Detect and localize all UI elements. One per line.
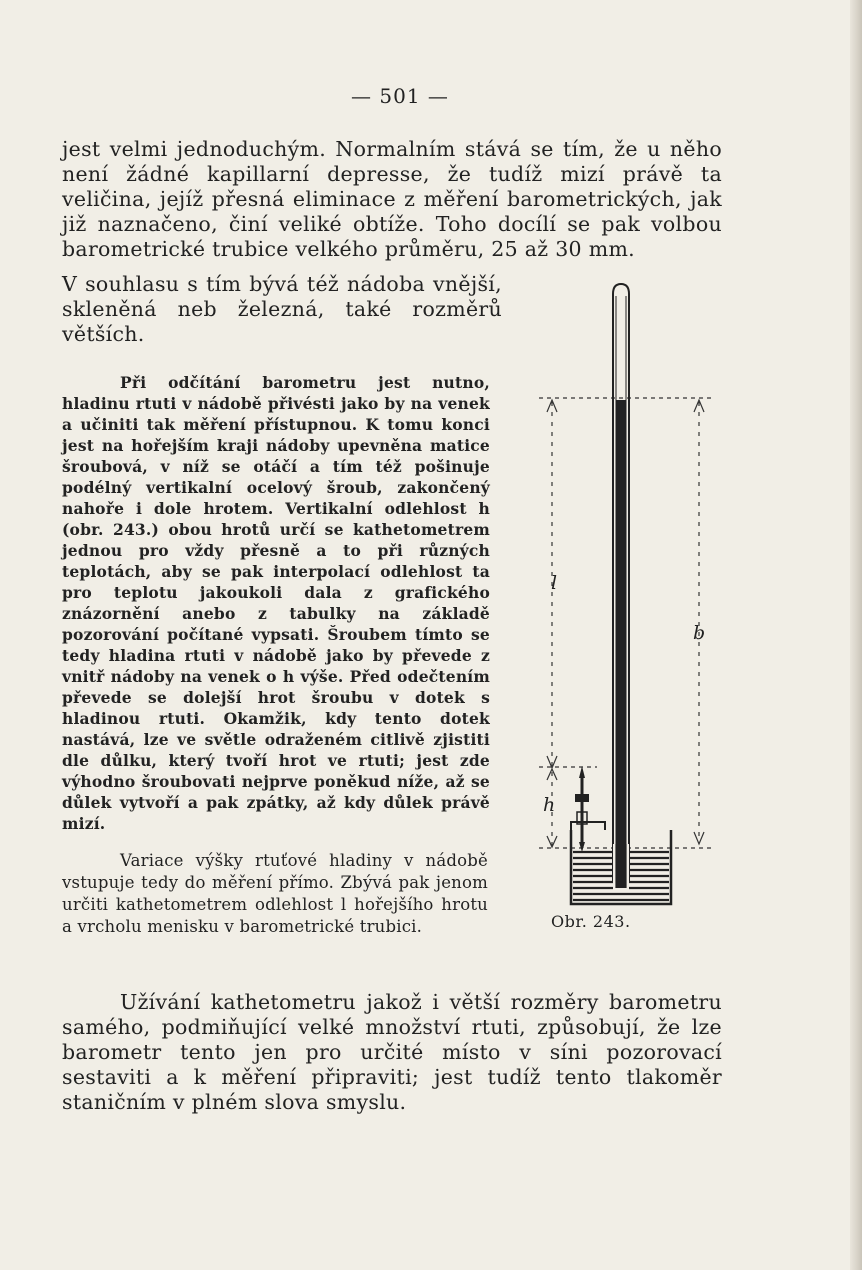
screw-nut — [575, 794, 589, 802]
screw-bracket — [571, 822, 605, 830]
paragraph-1: jest velmi jednoduchým. Normalním stává se tím, že u něho není žádné kapillarní depresse, že tudíž mizí právě ta veličina, jejíž přesná eliminace z měření barometrických, jak již naznačeno, činí veliké obtíže. Toho docílí se pak volbou barometrické trubice velkého průměru, 25 až 30 mm. — [62, 137, 722, 261]
page-number: — 501 — — [351, 84, 449, 108]
barometer-diagram — [525, 282, 725, 912]
barometer-figure — [525, 282, 725, 922]
page-edge — [850, 0, 862, 1270]
paragraph-1-continued: V souhlasu s tím bývá též nádoba vnější, skleněná neb železná, také rozměrů větších. — [62, 272, 502, 346]
label-b: b — [693, 622, 706, 644]
paragraph-2: Při odčítání barometru jest nutno, hladinu rtuti v nádobě přivésti jako by na venek a učiniti tak měření přístupnou. K tomu konci jest na hořejším kraji nádoby upevněna matice šroubová, v níž se otáčí a tím též pošinuje podélný vertikalní ocelový šroub, zakončený nahoře i dole hrotem. Vertikalní odlehlost h (obr. 243.) obou hrotů určí se kathetometrem jednou pro vždy přesně a to při různých teplotách, aby se pak interpolací odlehlost ta pro teplotu jakoukoli dala z grafického znázornění anebo z tabulky na základě pozorování počítané vypsati. Šroubem tímto se tedy hladina rtuti v nádobě jako by převede z vnitř nádoby na venek o h výše. Před odečtením převede se dolejší hrot šroubu v dotek s hladinou rtuti. Okamžik, kdy tento dotek nastává, lze ve světle odraženém citlivě zjistiti dle důlku, který tvoří hrot ve rtuti; jest zde výhodno šroubovati nejprve poněkud níže, až se důlek vytvoří a pak zpátky, až kdy důlek právě mizí. — [62, 373, 490, 833]
paragraph-3: Variace výšky rtuťové hladiny v nádobě vstupuje tedy do měření přímo. Zbývá pak jenom určiti kathetometrem odlehlost l hořejšího hrotu a vrcholu menisku v barometrické trubici. — [62, 851, 488, 936]
figure-caption: Obr. 243. — [551, 912, 631, 931]
label-h: h — [543, 794, 556, 816]
paragraph-4: Užívání kathetometru jakož i větší rozměry barometru samého, podmiňující velké množství rtuti, způsobují, že lze barometr tento jen pro určité místo v síni pozorovací sestaviti a k měření připraviti; jest tudíž tento tlakoměr staničním v plném slova smyslu. — [62, 990, 722, 1114]
label-l: l — [551, 572, 558, 594]
mercury-column — [616, 400, 626, 882]
